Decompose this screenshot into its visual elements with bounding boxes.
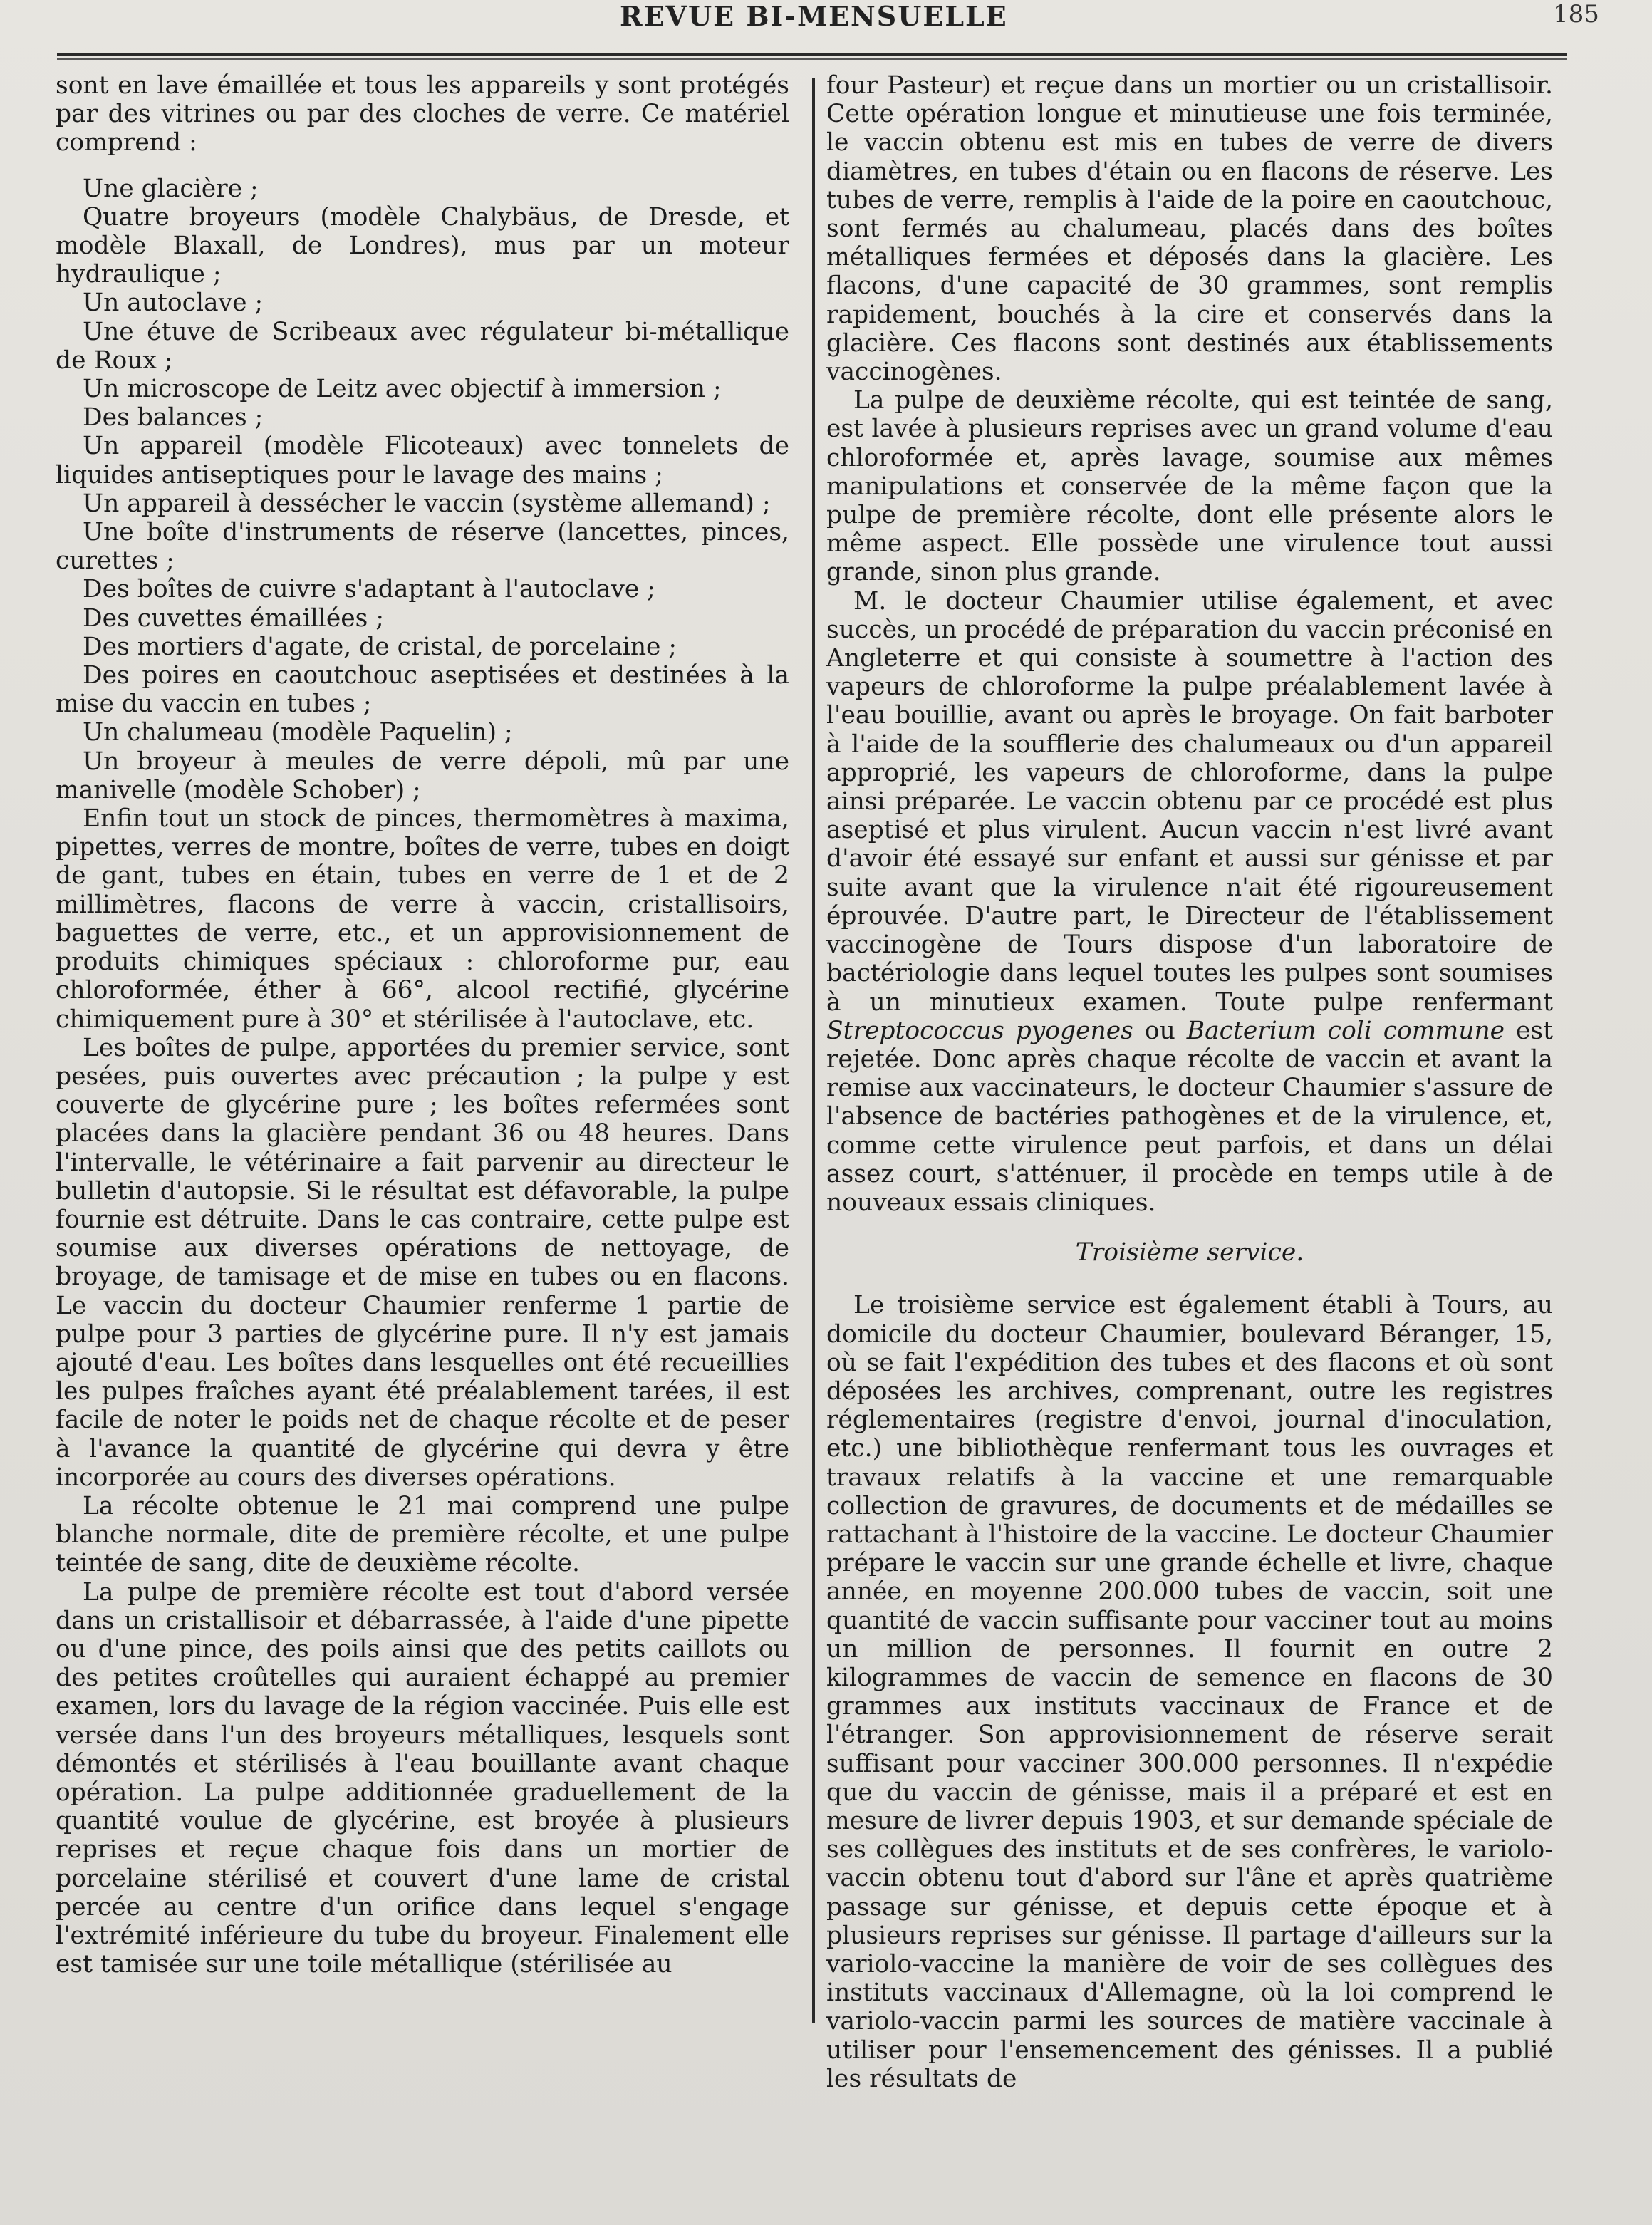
list-item: Des poires en caoutchouc aseptisées et destinées à la mise du vaccin en tubes ; [56, 661, 789, 719]
list-item: Quatre broyeurs (modèle Chalybäus, de Dresde, et modèle Blaxall, de Londres), mus par un moteur hydraulique ; [56, 202, 789, 289]
list-item: Un microscope de Leitz avec objectif à immersion ; [83, 375, 722, 404]
left-column [56, 71, 789, 1978]
section-title: Troisième service. [1075, 1238, 1304, 1267]
list-item: Un chalumeau (modèle Paquelin) ; [83, 718, 513, 747]
list-item: Des boîtes de cuivre s'adaptant à l'autoclave ; [83, 575, 655, 604]
list-item: Enfin tout un stock de pinces, thermomètres à maxima, pipettes, verres de montre, boîtes de verre, tubes en doigt de gant, tubes en étain, tubes en verre de 1 et de 2 millimètres, flacons de verre à vaccin, cristallisoirs, baguettes de verre, etc., et un approvisionnement de produits chimiques spéciaux : chloroforme pur, eau chloroformée, éther à 66°, alcool rectifié, glycérine chimiquement pure à 30° et stérilisée à l'autoclave, etc. [56, 804, 789, 1034]
list-item: Un appareil à dessécher le vaccin (système allemand) ; [83, 489, 771, 518]
spacer [56, 157, 789, 175]
paragraph: La pulpe de deuxième récolte, qui est teintée de sang, est lavée à plusieurs reprises avec un grand volume d'eau chloroformée et, après lavage, soumise aux mêmes manipulations et conservée de la même façon que la pulpe de première récolte, dont elle présente alors le même aspect. Elle possède une virulence tout aussi grande, sinon plus grande. [826, 386, 1553, 587]
text-run: ou [1144, 1016, 1175, 1045]
list-item: Un appareil (modèle Flicoteaux) avec tonnelets de liquides antiseptiques pour le lavage des mains ; [56, 432, 789, 489]
paragraph: Les boîtes de pulpe, apportées du premier service, sont pesées, puis ouvertes avec précaution ; la pulpe y est couverte de glycérine pure ; les boîtes refermées sont placées dans la glacière pendant 36 ou 48 heures. Dans l'intervalle, le vétérinaire a fait parvenir au directeur le bulletin d'autopsie. Si le résultat est défavorable, la pulpe fournie est détruite. Dans le cas contraire, cette pulpe est soumise aux diverses opérations de nettoyage, de broyage, de tamisage et de mise en tubes ou en flacons. Le vaccin du docteur Chaumier renferme 1 partie de pulpe pour 3 parties de glycérine pure. Il n'y est jamais ajouté d'eau. Les boîtes dans lesquelles ont été recueillies les pulpes fraîches ayant été préalablement tarées, il est facile de noter le poids net de chaque récolte et de peser à l'avance la quantité de glycérine qui devra y être incorporée au cours des diverses opérations. [56, 1033, 789, 1492]
list-item: Des mortiers d'agate, de cristal, de porcelaine ; [83, 632, 677, 661]
header-rule-thin [57, 58, 1567, 60]
list-item: Une boîte d'instruments de réserve (lancettes, pinces, curettes ; [56, 518, 789, 576]
italic-term: Streptococcus pyogenes [826, 1016, 1133, 1045]
list-item: Des cuvettes émaillées ; [83, 603, 384, 633]
list-item: Une glacière ; [83, 174, 259, 203]
running-title: REVUE BI-MENSUELLE [620, 0, 1008, 32]
list-item: Des balances ; [83, 403, 264, 432]
column-divider [812, 78, 815, 2023]
text-run: est rejetée. Donc après chaque récolte de vaccin et avant la remise aux vaccinateurs, le docteur Chaumier s'assure de l'absence de bactéries pathogènes et de la virulence, et, comme cette virulence peut parfois, et dans un délai assez court, s'atténuer, il procède en temps utile à de nouveaux essais cliniques. [826, 1016, 1554, 1217]
list-item: Une étuve de Scribeaux avec régulateur bi-métallique de Roux ; [56, 317, 789, 375]
paragraph: La pulpe de première récolte est tout d'abord versée dans un cristallisoir et débarrassée, à l'aide d'une pipette ou d'une pince, des poils ainsi que des petits caillots ou des petites croûtelles qui auraient échappé au premier examen, lors du lavage de la région vaccinée. Puis elle est versée dans l'un des broyeurs métalliques, lesquels sont démontés et stérilisés à l'eau bouillante avant chaque opération. La pulpe additionnée graduellement de la quantité voulue de glycérine, est broyée à plusieurs reprises et reçue chaque fois dans un mortier de porcelaine stérilisé et couvert d'une lame de cristal percée au centre d'un orifice dans lequel s'engage l'extrémité inférieure du tube du broyeur. Finalement elle est tamisée sur une toile métallique (stérilisée au [56, 1577, 789, 1979]
list-item: Un broyeur à meules de verre dépoli, mû par une manivelle (modèle Schober) ; [56, 747, 789, 804]
text-run: M. le docteur Chaumier utilise également, et avec succès, un procédé de préparation du vaccin préconisé en Angleterre et qui consiste à soumettre à l'action des vapeurs de chloroforme la pulpe préalablement lavée à l'eau bouillie, avant ou après le broyage. On fait barboter à l'aide de la soufflerie des chalumeaux ou d'un appareil approprié, les vapeurs de chloroforme, dans la pulpe ainsi préparée. Le vaccin obtenu par ce procédé est plus aseptisé et plus virulent. Aucun vaccin n'est livré avant d'avoir été essayé sur enfant et aussi sur génisse et par suite avant que la virulence n'ait été rigoureusement éprouvée. D'autre part, le Directeur de l'établissement vaccinogène de Tours dispose d'un laboratoire de bactériologie dans lequel toutes les pulpes sont soumises à un minutieux examen. Toute pulpe renfermant [826, 586, 1553, 1017]
italic-term: Bacterium coli commune [1186, 1016, 1505, 1045]
paragraph: La récolte obtenue le 21 mai comprend une pulpe blanche normale, dite de première récolte, et une pulpe teintée de sang, dite de deuxième récolte. [56, 1491, 789, 1578]
paragraph: sont en lave émaillée et tous les appareils y sont protégés par des vitrines ou par des cloches de verre. Ce matériel comprend : [56, 71, 789, 157]
list-item: Un autoclave ; [83, 289, 264, 318]
header-rule [57, 53, 1567, 56]
paragraph: four Pasteur) et reçue dans un mortier ou un cristallisoir. Cette opération longue et minutieuse une fois terminée, le vaccin obtenu est mis en tubes de verre de divers diamètres, en tubes d'étain ou en flacons de réserve. Les tubes de verre, remplis à l'aide de la poire en caoutchouc, sont fermés au chalumeau, placés dans des boîtes métalliques fermées et déposés dans la glacière. Les flacons, d'une capacité de 30 grammes, sont remplis rapidement, bouchés à la cire et conservés dans la glacière. Ces flacons sont destinés aux établissements vaccinogènes. [826, 71, 1553, 387]
right-column [826, 71, 1553, 2093]
paragraph: Le troisième service est également établi à Tours, au domicile du docteur Chaumier, boulevard Béranger, 15, où se fait l'expédition des tubes et des flacons et où sont déposées les archives, comprenant, outre les registres réglementaires (registre d'envoi, journal d'inoculation, etc.) une bibliothèque renfermant tous les ouvrages et travaux relatifs à la vaccine et une remarquable collection de gravures, de documents et de médailles se rattachant à l'histoire de la vaccine. Le docteur Chaumier prépare le vaccin sur une grande échelle et livre, chaque année, en moyenne 200.000 tubes de vaccin, soit une quantité de vaccin suffisante pour vacciner tout au moins un million de personnes. Il fournit en outre 2 kilogrammes de vaccin de semence en flacons de 30 grammes aux instituts vaccinaux de France et de l'étranger. Son approvisionnement de réserve serait suffisant pour vacciner 300.000 personnes. Il n'expédie que du vaccin de génisse, mais il a préparé et est en mesure de livrer depuis 1903, et sur demande spéciale de ses collègues des instituts et de ses confrères, le variolo-vaccin obtenu tout d'abord sur l'âne et après quatrième passage sur génisse, et depuis cette époque et à plusieurs reprises sur génisse. Il partage d'ailleurs sur la variolo-vaccine la manière de voir de ses collègues des instituts vaccinaux d'Allemagne, où la loi comprend le variolo-vaccin parmi les sources de matière vaccinale à utiliser pour l'ensemencement des génisses. Il a publié les résultats de [826, 1291, 1553, 2093]
page-number: 185 [1553, 0, 1599, 28]
paragraph-with-italics [826, 587, 1553, 1217]
